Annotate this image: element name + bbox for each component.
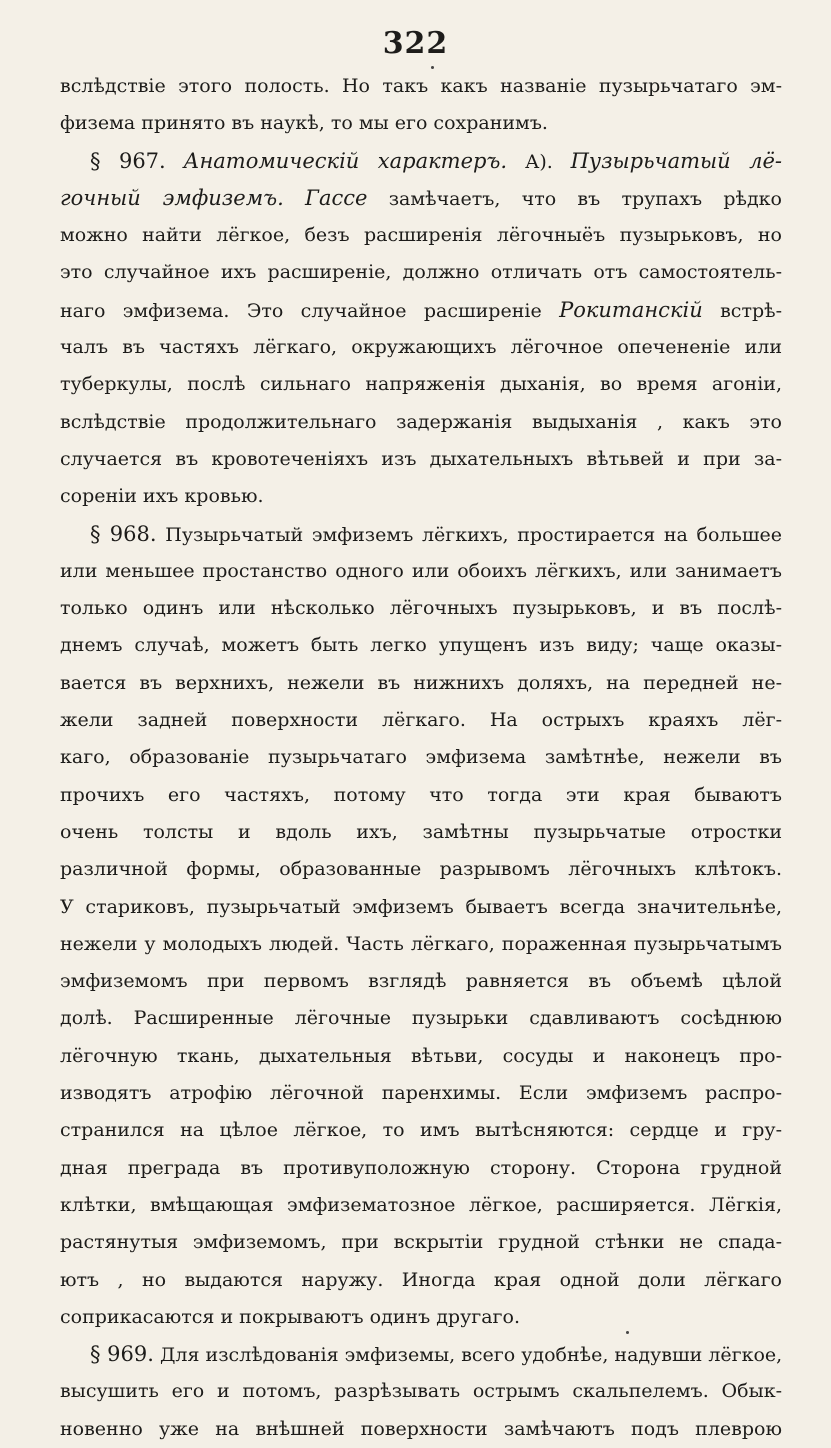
- line-text: или меньшее простанство одного или обоихъ лёгкихъ, или занимаетъ: [60, 559, 782, 582]
- text-line: [60, 143, 782, 180]
- text-line: [60, 1075, 782, 1112]
- ink-speck: [626, 1331, 629, 1334]
- text-line: [60, 814, 782, 851]
- text-line: [60, 1150, 782, 1187]
- text-line: [60, 926, 782, 963]
- italic-term: Рокитанскій: [559, 297, 703, 322]
- section-number: § 968.: [90, 521, 157, 546]
- text-line: [60, 1373, 782, 1410]
- line-text: встрѣ-: [720, 299, 782, 322]
- line-text: ютъ , но выдаются наружу. Иногда края одной доли лёгкаго: [60, 1268, 782, 1291]
- text-line: [60, 1187, 782, 1224]
- text-line: [60, 1336, 782, 1373]
- line-text: высушить его и потомъ, разрѣзывать острымъ скальпелемъ. Обык-: [60, 1380, 782, 1403]
- section-number: § 967.: [90, 148, 166, 173]
- line-text: эмфиземомъ при первомъ взглядѣ равняется въ объемѣ цѣлой: [60, 970, 782, 993]
- text-line: [60, 404, 782, 441]
- text-line: [60, 627, 782, 664]
- text-line: [60, 441, 782, 478]
- text-line: [60, 105, 782, 142]
- text-line: [60, 516, 782, 553]
- line-text: вслѣдствіе этого полость. Но такъ какъ названіе пузырьчатаго эм-: [60, 75, 782, 97]
- line-text: жели задней поверхности лёгкаго. На острыхъ краяхъ лёг-: [60, 709, 782, 732]
- text-line: [60, 254, 782, 291]
- line-text: это случайное ихъ расширеніе, должно отличать отъ самостоятель-: [60, 261, 782, 284]
- text-line: [60, 1411, 782, 1448]
- line-text: новенно уже на внѣшней поверхности замѣчаютъ подъ плеврою: [60, 1417, 782, 1440]
- line-text: Для изслѣдованія эмфиземы, всего удобнѣе, надувши лёгкое,: [159, 1344, 782, 1367]
- line-text: замѣчаетъ, что въ трупахъ рѣдко: [388, 187, 782, 210]
- line-text: растянутыя эмфиземомъ, при вскрытіи грудной стѣнки не спада-: [60, 1231, 782, 1254]
- line-text: соприкасаются и покрываютъ одинъ другаго.: [60, 1305, 520, 1328]
- line-text: только одинъ или нѣсколько лёгочныхъ пузырьковъ, и въ послѣ-: [60, 597, 782, 620]
- text-line: [60, 1224, 782, 1261]
- section-number: § 969.: [90, 1342, 154, 1367]
- line-text: очень толсты и вдоль ихъ, замѣтны пузырьчатые отростки: [60, 820, 782, 843]
- line-text: дная преграда въ противуположную сторону. Сторона грудной: [60, 1156, 782, 1179]
- line-text: лёгочную ткань, дыхательныя вѣтьви, сосуды и наконецъ про-: [60, 1044, 782, 1067]
- text-line: [60, 1038, 782, 1075]
- text-line: [60, 1000, 782, 1037]
- body-text: [60, 68, 782, 1448]
- text-line: [60, 1299, 782, 1336]
- text-line: [60, 180, 782, 217]
- line-text: наго эмфизема. Это случайное расширеніе: [60, 299, 542, 322]
- text-line: [60, 478, 782, 515]
- line-text: вслѣдствіе продолжительнаго задержанія выдыханія , какъ это: [60, 410, 782, 433]
- line-text: физема принято въ наукѣ, то мы его сохранимъ.: [60, 112, 548, 135]
- text-line: [60, 851, 782, 888]
- text-line: [60, 329, 782, 366]
- line-text: долѣ. Расширенные лёгочные пузырьки сдавливаютъ сосѣднюю: [60, 1007, 782, 1030]
- line-text: каго, образованіе пузырьчатаго эмфизема замѣтнѣе, нежели въ: [60, 746, 782, 769]
- italic-term: Гассе: [305, 185, 368, 210]
- line-text: клѣтки, вмѣщающая эмфизематозное лёгкое, расширяется. Лёгкія,: [60, 1193, 782, 1216]
- line-text: изводятъ атрофію лёгочной паренхимы. Если эмфиземъ распро-: [60, 1082, 782, 1105]
- line-text: прочихъ его частяхъ, потому что тогда эти края бываютъ: [60, 783, 782, 806]
- line-text: У стариковъ, пузырьчатый эмфиземъ бываетъ всегда значительнѣе,: [60, 895, 782, 918]
- italic-term: Пузырьчатый лё-: [570, 148, 782, 173]
- text-line: [60, 963, 782, 1000]
- line-text: можно найти лёгкое, безъ расширенія лёгочныёъ пузырьковъ, но: [60, 224, 782, 247]
- text-line: [60, 777, 782, 814]
- line-text: вается въ верхнихъ, нежели въ нижнихъ доляхъ, на передней не-: [60, 671, 782, 694]
- text-line: [60, 665, 782, 702]
- text-line: [60, 739, 782, 776]
- text-line: [60, 292, 782, 329]
- line-text: нежели у молодыхъ людей. Часть лёгкаго, пораженная пузырьчатымъ: [60, 932, 782, 955]
- line-text: днемъ случаѣ, можетъ быть легко упущенъ изъ виду; чаще оказы-: [60, 634, 782, 657]
- line-text: туберкулы, послѣ сильнаго напряженія дыханія, во время агоніи,: [60, 373, 782, 396]
- text-line: [60, 590, 782, 627]
- text-line: [60, 702, 782, 739]
- line-text: Пузырьчатый эмфиземъ лёгкихъ, простирается на большее: [165, 523, 782, 546]
- text-line: [60, 1112, 782, 1149]
- text-line: [60, 366, 782, 403]
- line-text: чалъ въ частяхъ лёгкаго, окружающихъ лёгочное опечененіе или: [60, 336, 782, 359]
- italic-term: гочный эмфиземъ.: [60, 185, 284, 210]
- text-line: [60, 217, 782, 254]
- text-line: [60, 889, 782, 926]
- line-text: сореніи ихъ кровью.: [60, 485, 264, 508]
- text-line: [60, 553, 782, 590]
- text-line: [60, 1262, 782, 1299]
- line-text: случается въ кровотеченіяхъ изъ дыхательныхъ вѣтьвей и при за-: [60, 447, 782, 470]
- page-number: 322: [382, 26, 449, 61]
- line-text: различной формы, образованные разрывомъ лёгочныхъ клѣтокъ.: [60, 858, 782, 881]
- line-text: странился на цѣлое лёгкое, то имъ вытѣсняются: сердце и гру-: [60, 1119, 782, 1142]
- text-line: [60, 68, 782, 105]
- italic-term: Анатомическій характеръ.: [183, 148, 508, 173]
- line-text: А).: [524, 150, 553, 173]
